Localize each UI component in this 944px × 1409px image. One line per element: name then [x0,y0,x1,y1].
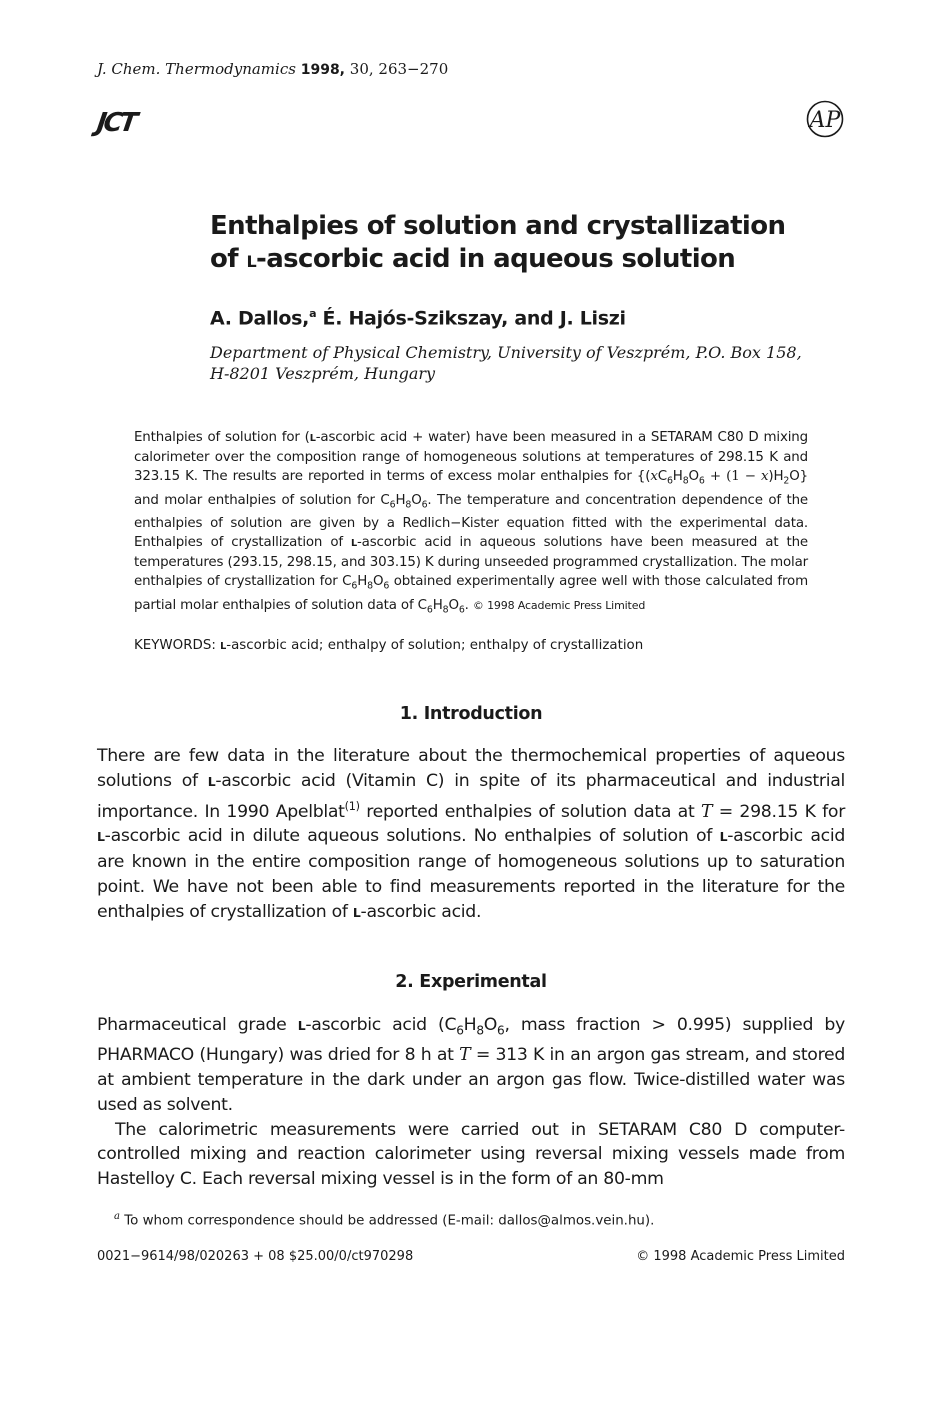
experimental-paragraph-1: Pharmaceutical grade L-ascorbic acid ($C_6H_8O_6$, mass fraction > 0.995) supplied by PHARMACO (Hungary) was dried for 8 h at T = 313 K in an argon gas stream, and stored at ambient temperature in the dark under an argon gas flow. Twice-distilled water was used as solvent. [97,1015,845,1115]
paper-title [210,210,830,278]
experimental-paragraph-2: The calorimetric measurements were carried out in SETARAM C80 D computer-controlled mixing and reaction calorimeter using reversal mixing vessels made from Hastelloy C. Each reversal mixing vessel is in the form of an 80-mm [97,1119,845,1190]
footer-identifier: 0021−9614/98/020263 + 08 $25.00/0/ct970298 [97,1249,414,1264]
title-line-1: Enthalpies of solution and crystallization [210,211,786,241]
journal-volume-pages: 30, 263−270 [349,60,449,78]
journal-citation [97,60,448,78]
title-line-2: of L-ascorbic acid in aqueous solution [210,244,736,274]
abstract: Enthalpies of solution for (L-ascorbic acid + water) have been measured in a SETARAM C80 D mixing calorimeter over the composition range of homogeneous solutions at temperatures of 298.15 K and 323.15 K. The results are reported in terms of excess molar enthalpies for {$(xC_6H_8O_6 + (1 - x)H_2O\}$ and molar enthalpies of solution for $C_6H_8O_6$. The temperature and concentration dependence of the enthalpies of solution are given by a Redlich−Kister equation fitted with the experimental data. Enthalpies of crystallization of L-ascorbic acid in aqueous solutions have been measured at the temperatures (293.15, 298.15, and 303.15) K during unseeded programmed crystallization. The molar enthalpies of crystallization for $C_6H_8O_6$ obtained experimentally agree well with those calculated from partial molar enthalpies of solution data of $C_6H_8O_6$. © 1998 Academic Press Limited [134,430,809,616]
introduction-body: There are few data in the literature about the thermochemical properties of aqueous solutions of L-ascorbic acid (Vitamin C) in spite of its pharmaceutical and industrial importance. In 1990 Apelblat$^{(1)}$ reported enthalpies of solution data at T = 298.15 K for L-ascorbic acid in dilute aqueous solutions. No enthalpies of solution of L-ascorbic acid are known in the entire composition range of homogeneous solutions up to saturation point. We have not been able to find measurements reported in the literature for the enthalpies of crystallization of L-ascorbic acid. [97,746,846,922]
author-footnote-mark: a [309,307,317,320]
author-list: A. Dallos,$^a$ É. Hajós-Szikszay, and J. Liszi [210,307,626,330]
affiliation: Department of Physical Chemistry, University of Veszprém, P.O. Box 158, H-8201 Veszprém, Hungary [210,343,802,383]
footnote: $^a$ To whom correspondence should be addressed (E-mail: dallos@almos.vein.hu). [114,1211,655,1229]
abstract-copyright: © 1998 Academic Press Limited [472,599,646,613]
section-heading-introduction: 1. Introduction [399,704,543,724]
journal-name: J. Chem. Thermodynamics [97,60,296,78]
citation-ref: (1) [344,799,360,813]
academic-press-logo-icon [806,100,844,138]
footer-copyright: © 1998 Academic Press Limited [636,1249,845,1264]
section-heading-experimental: 2. Experimental [395,972,547,992]
jct-logo: JCT [94,108,137,138]
publisher-logo-text: AP [809,108,841,133]
keywords: KEYWORDS: L-ascorbic acid; enthalpy of solution; enthalpy of crystallization [134,638,644,653]
journal-year: 1998, [300,62,346,78]
experimental-body [97,1013,845,1192]
